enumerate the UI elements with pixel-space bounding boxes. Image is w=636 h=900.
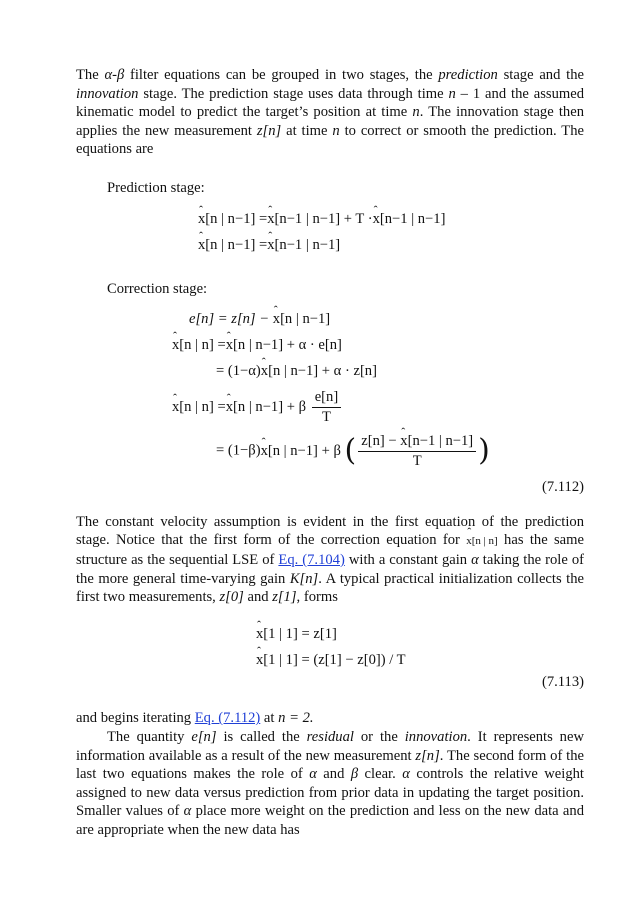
text: clear.: [358, 766, 403, 783]
text: , forms: [296, 589, 338, 606]
eq: ˆ x[1 | 1] = (z[1] − z[0]) / T: [256, 651, 406, 670]
fraction: [312, 388, 342, 426]
eq-rhs-term: ˆ x[n−1 | n−1] + T ·: [267, 210, 372, 229]
equation-beta-2: [172, 432, 584, 476]
text: filter equations can be grouped in two stages, the: [124, 67, 439, 83]
text: stage and the: [497, 67, 584, 83]
equation-beta-1: [172, 388, 584, 428]
equation-init-velocity: [256, 651, 584, 673]
term-innovation: innovation: [76, 85, 139, 102]
text: . A typical practical initialization collects the first two measurements,: [76, 570, 584, 606]
text: – 1 and the assumed kinematic model to predict the target’s position at time: [76, 85, 585, 121]
text: controls the relative weight assigned to new data versus prediction from prior data in updating the target position. Smaller values of: [76, 766, 584, 820]
var-en: e[n]: [191, 728, 217, 745]
eq-rhs: ˆ x[n | n−1] + β: [261, 442, 341, 461]
eq-lhs: ˆ x[n | n] =: [172, 398, 226, 417]
eq: ˆ x[1 | 1] = z[1]: [256, 625, 337, 644]
text: to correct or smooth the prediction. The equations are: [76, 122, 584, 158]
text: and begins iterating: [76, 710, 195, 727]
link-eq-7-104[interactable]: Eq. (7.104): [278, 551, 345, 568]
text: and: [316, 766, 351, 783]
left-paren: (: [344, 433, 357, 469]
beta-symbol: β: [350, 766, 359, 783]
text: The constant velocity assumption is evident in the first equation of the prediction stage. Notice that the first form of the correction equation for: [76, 513, 584, 549]
equation-velocity-prediction: [198, 236, 584, 262]
alpha-symbol: α: [309, 766, 317, 783]
equation-alpha-1: [172, 336, 584, 362]
text: place more weight on the prediction and less on the new data and are appropriate when the new data has: [76, 803, 584, 838]
right-paren: ): [478, 433, 490, 469]
text: is called the: [216, 728, 307, 745]
eq-rhs: ˆ x[n | n−1] + α · z[n]: [261, 362, 377, 381]
eq-prefix: = (1−β): [216, 442, 261, 459]
paragraph-constant-velocity: [76, 513, 584, 607]
initialization-equations: [256, 625, 584, 673]
prediction-equations: [198, 210, 584, 262]
text: The quantity: [107, 728, 192, 745]
term-residual: residual: [306, 728, 354, 745]
fraction-denominator: T: [321, 408, 331, 425]
text: stage. The prediction stage uses data through time: [138, 85, 449, 102]
equation-alpha-2: [172, 362, 584, 388]
text: and: [243, 589, 273, 606]
eq-rhs: ˆ x[n−1 | n−1]: [267, 236, 340, 255]
n-equals-2: n = 2.: [278, 710, 314, 727]
prediction-stage-label: Prediction stage:: [107, 179, 205, 196]
num-part: z[n] −: [361, 433, 401, 450]
text: . The second form of the last two equations makes the role of: [76, 747, 584, 783]
eq-rhs: ˆ x[n | n−1] + β: [226, 398, 306, 417]
text: at time: [281, 122, 333, 139]
equation-init-position: [256, 625, 584, 651]
eq-lhs: e[n] = z[n] −: [189, 311, 273, 328]
fraction-denominator: T: [412, 452, 422, 469]
link-eq-7-112[interactable]: Eq. (7.112): [194, 710, 261, 727]
document-page: [76, 66, 584, 839]
var-n: n: [332, 122, 340, 139]
fraction: [358, 432, 476, 470]
paragraph-intro: [76, 66, 584, 159]
text: with a constant gain: [344, 551, 472, 568]
alpha-symbol: α: [402, 766, 410, 783]
text: has the same structure as the sequential LSE of: [76, 532, 584, 568]
eq-lhs: ˆ x[n | n−1] =: [198, 236, 267, 255]
equation-residual: [172, 310, 584, 336]
text: taking the role of the more general time-varying gain: [76, 551, 584, 587]
text: . The innovation stage then applies the new measurement: [76, 104, 584, 139]
var-zn: z[n]: [256, 122, 282, 139]
eq-lhs: ˆ x[n | n−1] =: [198, 210, 267, 229]
correction-stage-label: Correction stage:: [107, 280, 208, 297]
equation-position-prediction: [198, 210, 584, 236]
text: . It represents new information available as a result of the new measurement: [76, 728, 584, 764]
text: at: [260, 710, 279, 727]
eq-rhs: ˆ x[n | n−1] + α · e[n]: [226, 336, 342, 355]
var-n: n: [412, 104, 420, 121]
alpha-symbol: α: [471, 551, 479, 568]
xhat-term: ˆ x[n | n]: [466, 532, 498, 551]
paragraph-iterating: [76, 709, 584, 728]
fraction-numerator: [358, 432, 476, 452]
gain-kn: K[n]: [289, 570, 319, 587]
var-n: n: [448, 85, 456, 102]
num-part: ˆ x[n−1 | n−1]: [400, 432, 473, 451]
fraction-numerator: e[n]: [312, 388, 342, 408]
var-z0: z[0]: [219, 589, 244, 606]
correction-equations: [172, 310, 584, 476]
text: or the: [353, 728, 405, 745]
term-innovation: innovation: [404, 728, 468, 745]
alpha-symbol: α: [183, 803, 192, 820]
equation-number-7-112: (7.112): [541, 479, 584, 496]
term-prediction: prediction: [438, 67, 498, 83]
eq-rhs-velocity: ˆ x[n−1 | n−1]: [373, 210, 446, 229]
equation-number-7-113: (7.113): [541, 673, 584, 690]
var-z1: z[1]: [272, 589, 297, 606]
eq-rhs: ˆ x[n | n−1]: [273, 310, 330, 329]
eq-lhs: ˆ x[n | n] =: [172, 336, 226, 355]
paragraph-residual: [76, 728, 584, 840]
alpha-beta-symbol: α-β: [104, 67, 125, 83]
var-zn: z[n]: [415, 747, 440, 764]
text: The: [76, 67, 105, 83]
eq-prefix: = (1−α): [216, 363, 261, 380]
